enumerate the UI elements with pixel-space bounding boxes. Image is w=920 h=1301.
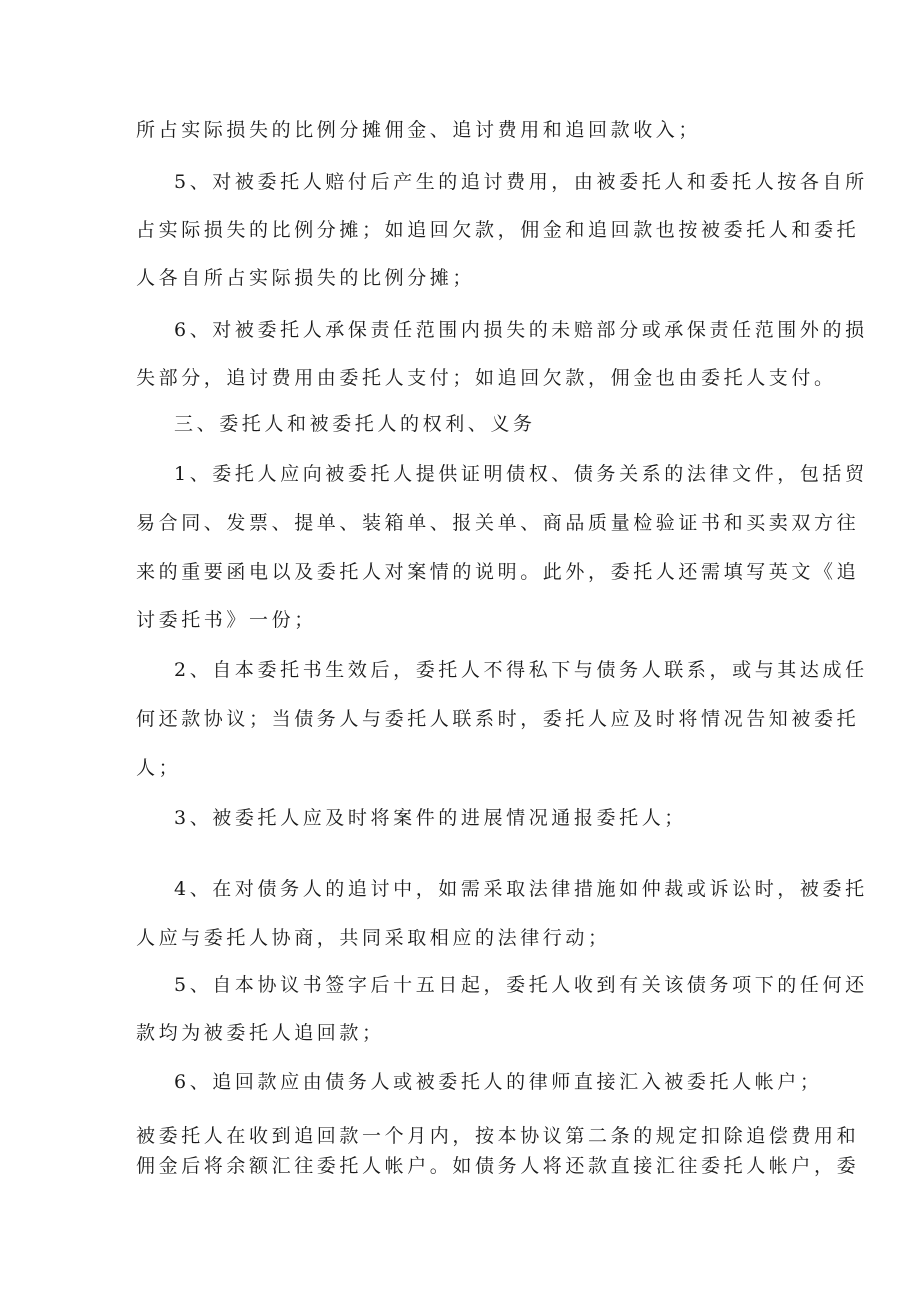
text-line: 被委托人在收到追回款一个月内，按本协议第二条的规定扣除追偿费用和	[136, 1125, 860, 1147]
section-heading: 三、委托人和被委托人的权利、义务	[174, 413, 536, 435]
text-line: 2、自本委托书生效后，委托人不得私下与债务人联系，或与其达成任	[174, 659, 868, 681]
text-line: 人；	[136, 757, 182, 779]
text-line: 失部分，追讨费用由委托人支付；如追回欠款，佣金也由委托人支付。	[136, 367, 837, 389]
text-line: 佣金后将余额汇往委托人帐户。如债务人将还款直接汇往委托人帐户，委	[136, 1155, 860, 1177]
text-line: 人应与委托人协商，共同采取相应的法律行动；	[136, 927, 611, 949]
text-line: 6、追回款应由债务人或被委托人的律师直接汇入被委托人帐户；	[174, 1071, 823, 1093]
text-line: 4、在对债务人的追讨中，如需采取法律措施如仲裁或诉讼时，被委托	[174, 878, 868, 900]
text-line: 1、委托人应向被委托人提供证明债权、债务关系的法律文件，包括贸	[174, 463, 868, 485]
text-line: 人各自所占实际损失的比例分摊；	[136, 267, 476, 289]
text-line: 易合同、发票、提单、装箱单、报关单、商品质量检验证书和买卖双方往	[136, 512, 860, 534]
text-line: 何还款协议；当债务人与委托人联系时，委托人应及时将情况告知被委托	[136, 708, 860, 730]
text-line: 讨委托书》一份；	[136, 609, 317, 631]
text-line: 3、被委托人应及时将案件的进展情况通报委托人；	[174, 807, 687, 829]
text-line: 来的重要函电以及委托人对案情的说明。此外，委托人还需填写英文《追	[136, 561, 860, 583]
text-line: 6、对被委托人承保责任范围内损失的未赔部分或承保责任范围外的损	[174, 319, 868, 341]
text-line: 占实际损失的比例分摊；如追回欠款，佣金和追回款也按被委托人和委托	[136, 219, 860, 241]
text-line: 款均为被委托人追回款；	[136, 1022, 385, 1044]
text-line: 5、对被委托人赔付后产生的追讨费用，由被委托人和委托人按各自所	[174, 171, 868, 193]
text-line: 所占实际损失的比例分摊佣金、追讨费用和追回款收入；	[136, 119, 702, 141]
text-line: 5、自本协议书签字后十五日起，委托人收到有关该债务项下的任何还	[174, 974, 868, 996]
